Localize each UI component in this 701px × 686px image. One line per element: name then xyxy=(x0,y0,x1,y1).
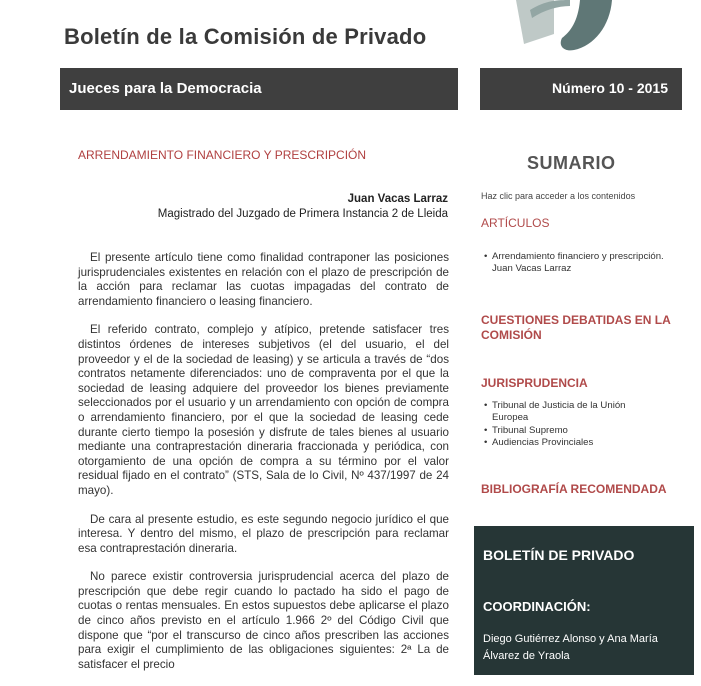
logo xyxy=(508,0,618,52)
sumario-hint: Haz clic para acceder a los contenidos xyxy=(481,191,636,201)
toc-bibliografia-heading[interactable]: BIBLIOGRAFÍA RECOMENDADA xyxy=(481,482,667,496)
article-body xyxy=(78,251,449,686)
association-name: Jueces para la Democracia xyxy=(69,80,262,97)
box-title: BOLETÍN DE PRIVADO xyxy=(483,547,635,563)
article-paragraph: De cara al presente estudio, es este segundo negocio jurídico el que interesa. Y dentro del mismo, el plazo de prescripción para reclamar esa contraprestación dineraria. xyxy=(78,512,449,555)
toc-item-ap[interactable]: • Audiencias Provinciales xyxy=(484,437,654,449)
toc-item-tjue[interactable]: • Tribunal de Justicia de la Unión Europea xyxy=(484,400,654,425)
sumario-title: SUMARIO xyxy=(527,153,616,173)
coordination-label: COORDINACIÓN: xyxy=(483,599,591,614)
article-title: ARRENDAMIENTO FINANCIERO Y PRESCRIPCIÓN xyxy=(78,148,367,162)
coordination-box xyxy=(474,526,694,675)
bulletin-title: Boletín de la Comisión de Privado xyxy=(64,24,427,49)
article-paragraph: No parece existir controversia jurisprudencial acerca del plazo de prescripción que debe regir cuando lo pactado ha sido el pago de cuotas o rentas mensuales. En estos supuestos debe aplicarse el plazo de cinco años previsto en el artículo 1.966 2º del Código Civil que dispone que “por el transcurso de cinco años prescriben las acciones para exigir el cumplimiento de las obligaciones siguientes: 2ª La de satisfacer el precio xyxy=(78,570,449,671)
association-bar xyxy=(60,68,458,110)
coordinators-names: Diego Gutiérrez Alonso y Ana María Álvarez de Yraola xyxy=(483,633,658,662)
toc-articulos-heading[interactable]: ARTÍCULOS xyxy=(481,216,550,230)
issue-number: Número 10 - 2015 xyxy=(552,80,668,96)
toc-jurisprudencia-heading[interactable]: JURISPRUDENCIA xyxy=(481,376,588,390)
toc-articulos-list xyxy=(484,251,684,276)
toc-cuestiones-heading[interactable]: CUESTIONES DEBATIDAS EN LA COMISIÓN xyxy=(481,313,671,342)
article-author: Juan Vacas Larraz xyxy=(347,193,448,205)
toc-jurisprudencia-list xyxy=(484,400,654,450)
toc-item-ts[interactable]: • Tribunal Supremo xyxy=(484,425,654,437)
article-author-role: Magistrado del Juzgado de Primera Instancia 2 de Lleida xyxy=(157,208,448,220)
article-paragraph: El presente artículo tiene como finalidad contraponer las posiciones jurisprudenciales existentes en relación con el plazo de prescripción de la acción para reclamar las cuotas impagadas del contrato de arrendamiento financiero o leasing financiero. xyxy=(78,251,449,308)
toc-item-articulo[interactable]: • Arrendamiento financiero y prescripción. Juan Vacas Larraz xyxy=(484,251,684,276)
article-paragraph: El referido contrato, complejo y atípico, pretende satisfacer tres distintos órdenes de intereses subjetivos (el del usuario, el del proveedor y el de la sociedad de leasing) y se articula a través de “dos contratos netamente diferenciados: uno de compraventa por el que la sociedad de leasing adquiere del proveedor los bienes previamente seleccionados por el usuario y un arrendamiento con opción de compra o arrendamiento financiero, por el que la sociedad de leasing cede durante cierto tiempo la posesión y disfrute de tales bienes al usuario mediante una contraprestación dineraria fraccionada y periódica, con otorgamiento de una opción de compra a su término por el valor residual fijado en el contrato” (STS, Sala de lo Civil, Nº 437/1997 de 24 mayo). xyxy=(78,323,449,497)
issue-bar xyxy=(480,68,682,110)
